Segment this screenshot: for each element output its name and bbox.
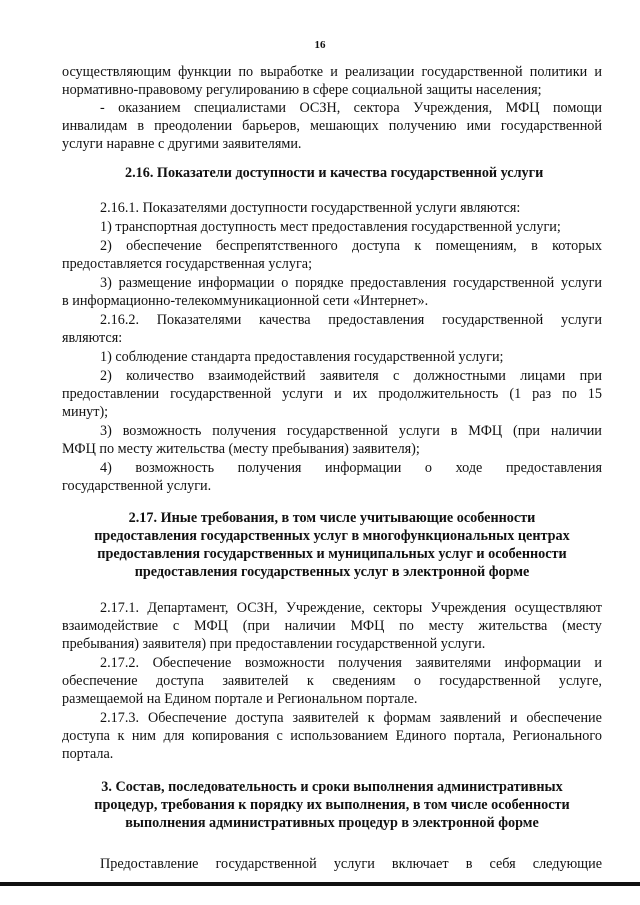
text-line: 2.17.3. Обеспечение доступа заявителей к формам заявлений и обеспечение	[100, 710, 602, 726]
text-line: 2.17.2. Обеспечение возможности получения заявителями информации и	[100, 655, 602, 671]
page-number: 16	[314, 39, 326, 51]
bottom-border-rule	[0, 882, 640, 886]
text-line: нормативно-правовому регулированию в сфере социальной защиты населения;	[62, 82, 542, 98]
text-line: 1) транспортная доступность мест предоставления государственной услуги;	[100, 219, 561, 235]
text-line: размещаемой на Едином портале и Региональном портале.	[62, 691, 418, 707]
text-line: 2.17.1. Департамент, ОСЗН, Учреждение, секторы Учреждения осуществляют	[100, 600, 602, 616]
text-line: в информационно-телекоммуникационной сети «Интернет».	[62, 293, 429, 309]
text-line: 4) возможность получения информации о ходе предоставления	[100, 460, 602, 476]
text-line: 2.16.2. Показателями качества предоставления государственной услуги	[100, 312, 602, 328]
section-heading-line: предоставления государственных и муниципальных услуг и особенности	[97, 546, 567, 562]
text-line: пребывания) заявителя) при предоставлении государственной услуги.	[62, 636, 486, 652]
text-line: предоставлении государственной услуги и их продолжительность (1 раз по 15	[62, 386, 602, 402]
section-heading-line: процедур, требования к порядку их выполнения, в том числе особенности	[94, 797, 570, 813]
text-line: Предоставление государственной услуги включает в себя следующие	[100, 856, 602, 872]
section-heading-line: 2.17. Иные требования, в том числе учитывающие особенности	[128, 510, 536, 526]
text-line: инвалидам в преодолении барьеров, мешающих получению ими государственной	[62, 118, 602, 134]
text-line: осуществляющим функции по выработке и реализации государственной политики и	[62, 64, 602, 80]
text-line: 2.16.1. Показателями доступности государственной услуги являются:	[100, 200, 521, 216]
text-line: МФЦ по месту жительства (месту пребывания) заявителя);	[62, 441, 420, 457]
text-line: 3) размещение информации о порядке предоставления государственной услуги	[100, 275, 602, 291]
text-line: портала.	[62, 746, 114, 762]
text-line: обеспечение доступа заявителей к сведениям о государственной услуге,	[62, 673, 602, 689]
text-line: взаимодействие с МФЦ (при наличии МФЦ по месту жительства (месту	[62, 618, 602, 634]
section-heading-line: предоставления государственных услуг в многофункциональных центрах	[94, 528, 570, 544]
text-line: услуги наравне с другими заявителями.	[62, 136, 302, 152]
section-heading-line: предоставления государственных услуг в электронной форме	[134, 564, 530, 580]
section-heading-line: 2.16. Показатели доступности и качества государственной услуги	[125, 165, 544, 181]
text-line: 2) обеспечение беспрепятственного доступа к помещениям, в которых	[100, 238, 602, 254]
text-line: минут);	[62, 404, 109, 420]
text-line: 1) соблюдение стандарта предоставления государственной услуги;	[100, 349, 504, 365]
text-line: 3) возможность получения государственной услуги в МФЦ (при наличии	[100, 423, 602, 439]
text-line: предоставляется государственная услуга;	[62, 256, 313, 272]
text-line: - оказанием специалистами ОСЗН, сектора Учреждения, МФЦ помощи	[100, 100, 602, 116]
text-line: государственной услуги.	[62, 478, 212, 494]
text-line: являются:	[62, 330, 123, 346]
text-line: доступа к ним для копирования с использованием Единого портала, Регионального	[62, 728, 602, 744]
section-heading-line: выполнения административных процедур в электронной форме	[125, 815, 539, 831]
text-line: 2) количество взаимодействий заявителя с должностными лицами при	[100, 368, 602, 384]
section-heading-line: 3. Состав, последовательность и сроки выполнения административных	[101, 779, 563, 795]
